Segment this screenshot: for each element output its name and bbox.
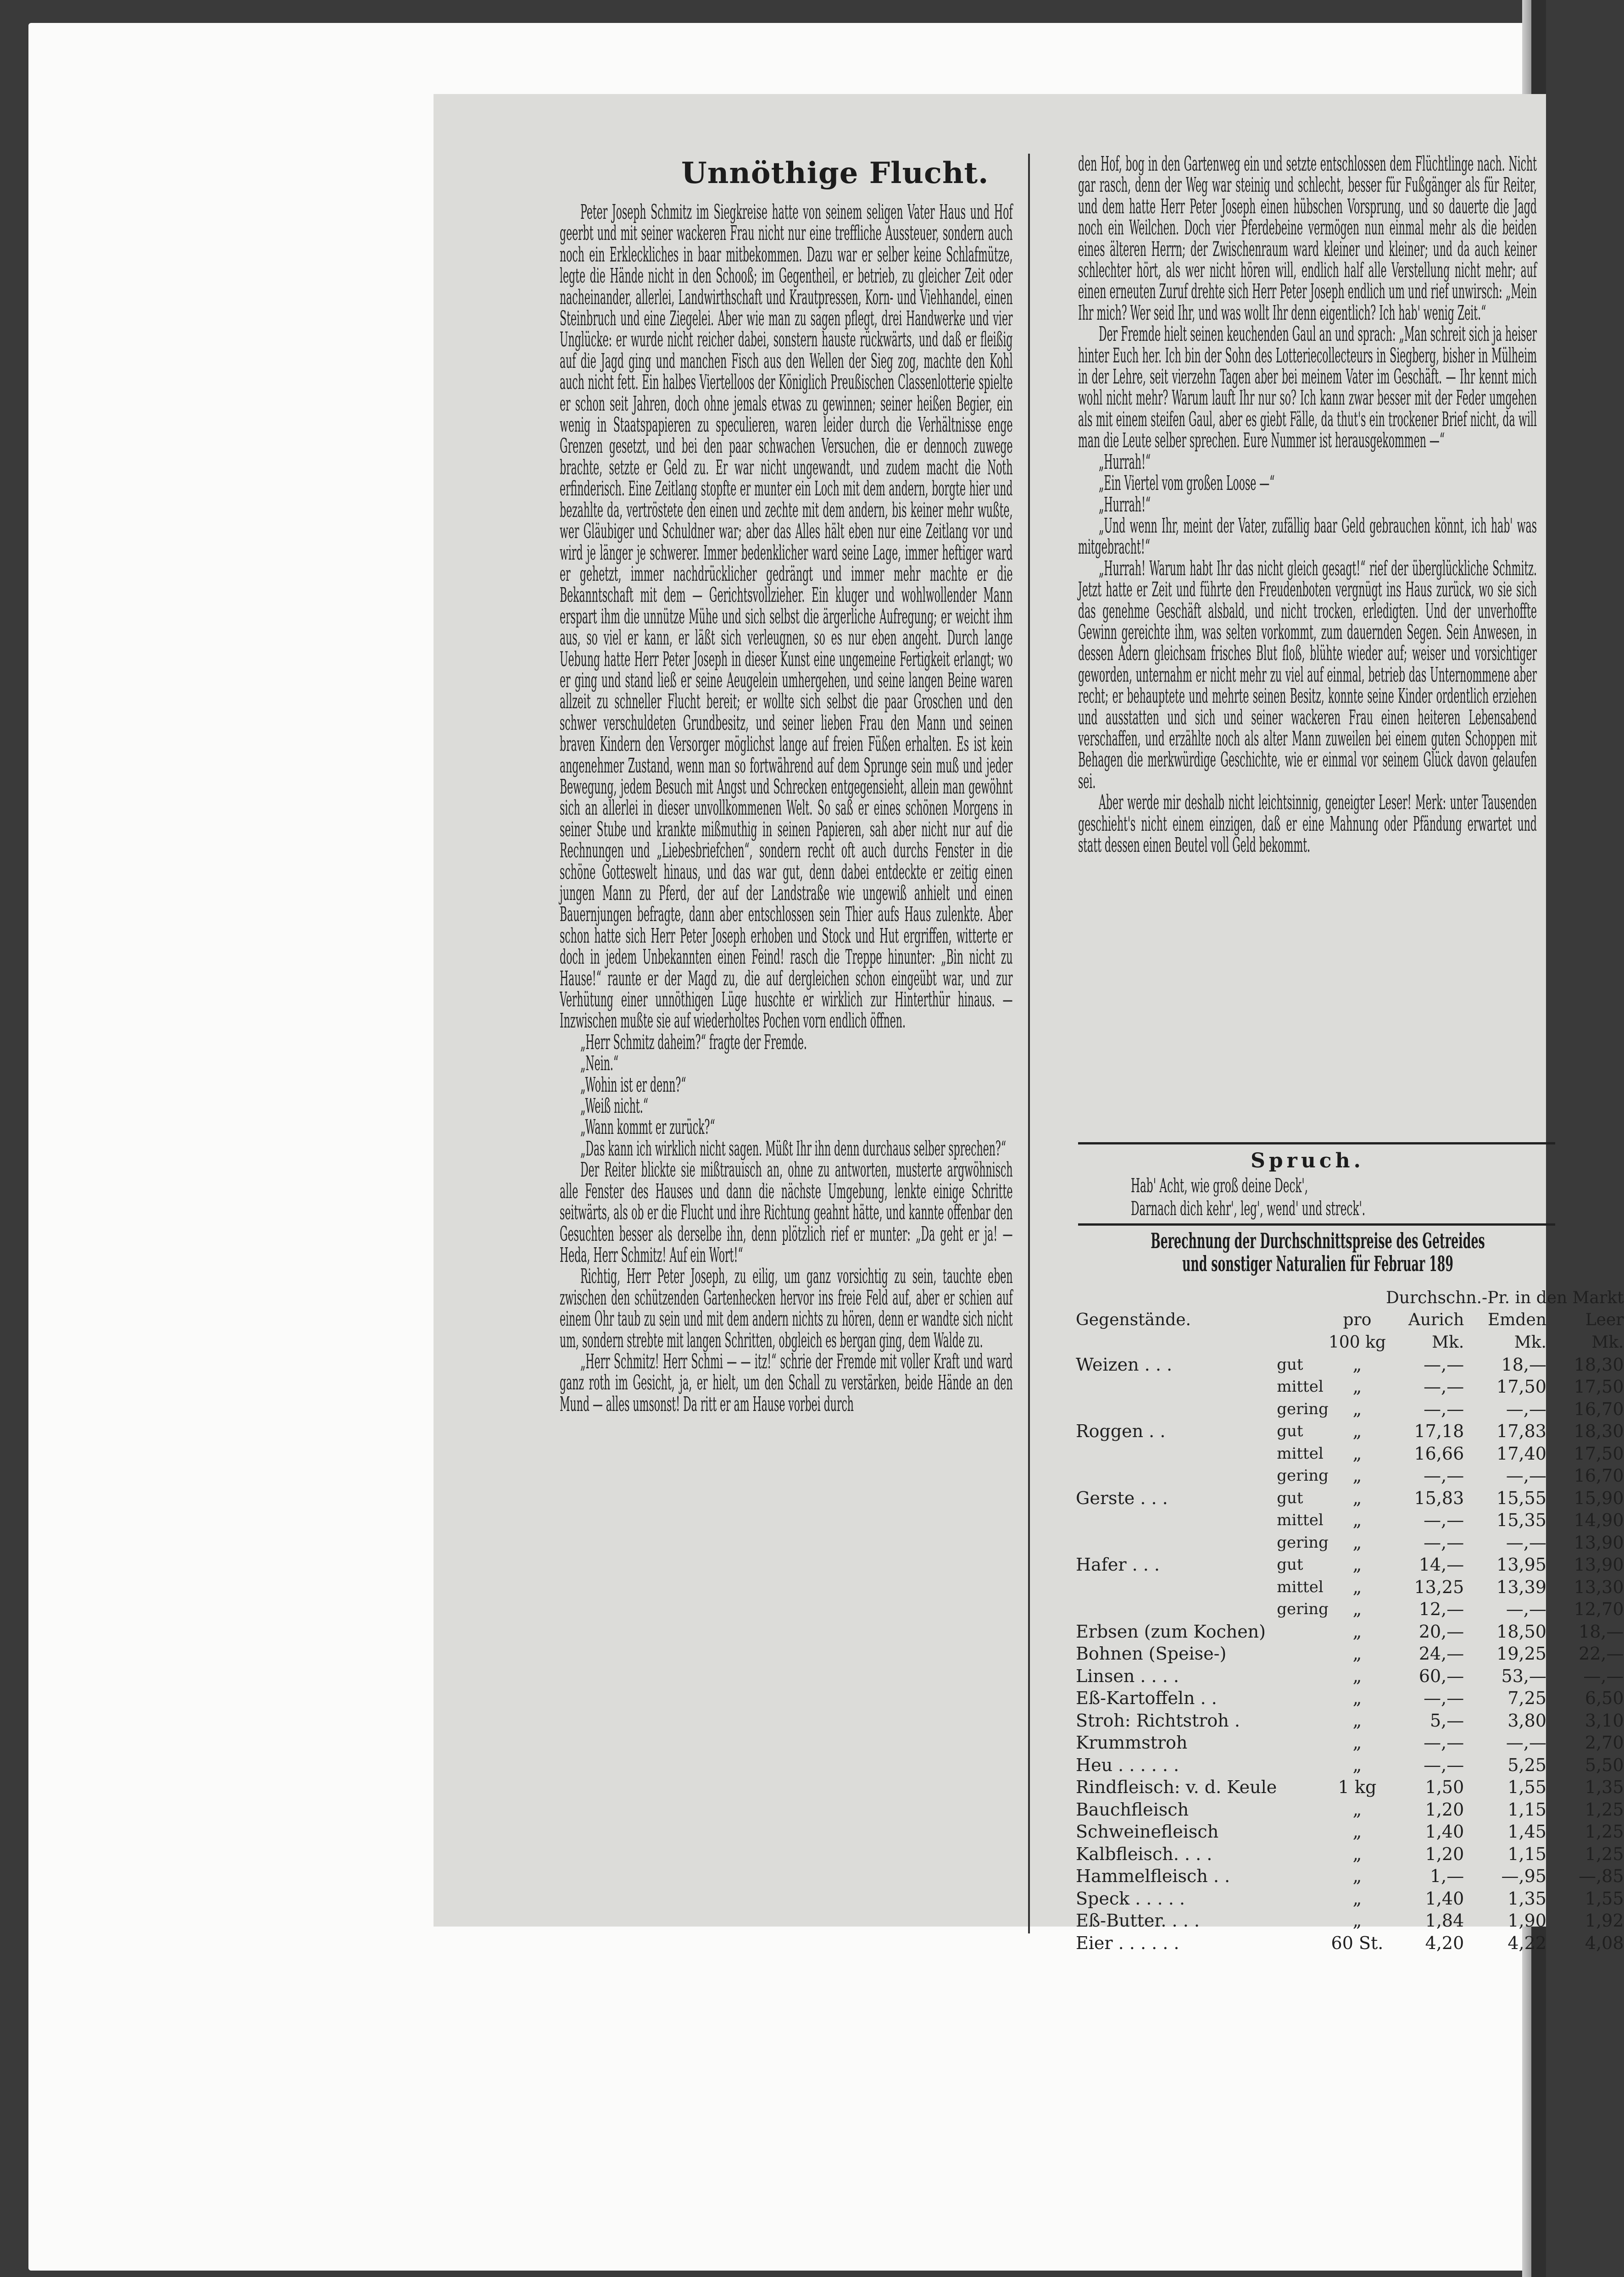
row-unit: „	[1352, 1733, 1362, 1753]
row-item: Gerste . . .	[1076, 1488, 1168, 1508]
row-quality: mittel	[1277, 1444, 1324, 1463]
row-price-emden: 1,90	[1507, 1910, 1546, 1931]
row-quality: gering	[1277, 1400, 1329, 1418]
row-unit: „	[1352, 1910, 1362, 1931]
section-divider	[1078, 1142, 1555, 1144]
row-price-leer: 4,08	[1585, 1933, 1624, 1953]
row-quality	[1277, 1732, 1329, 1754]
row-price-emden: —,—	[1506, 1532, 1546, 1553]
row-quality: mittel	[1277, 1577, 1324, 1596]
row-price-aurich: —,—	[1424, 1733, 1464, 1753]
price-table	[1076, 1287, 1624, 1954]
row-price-aurich: 17,18	[1414, 1421, 1464, 1442]
row-item: Schweinefleisch	[1076, 1822, 1219, 1842]
row-price-leer: 6,50	[1585, 1688, 1624, 1709]
table-title-line-2: und sonstiger Naturalien für Februar 189	[1182, 1251, 1453, 1276]
row-price-aurich: 60,—	[1418, 1666, 1464, 1686]
row-item	[1076, 1532, 1277, 1554]
row-price-emden: 18,50	[1496, 1621, 1546, 1642]
row-price-aurich: —,—	[1424, 1399, 1464, 1419]
row-price-leer: 1,92	[1585, 1910, 1624, 1931]
row-price-leer: 17,50	[1574, 1443, 1624, 1464]
section-divider	[1078, 1223, 1555, 1226]
row-price-leer: 13,90	[1574, 1555, 1624, 1575]
row-price-aurich: —,—	[1424, 1688, 1464, 1709]
row-price-aurich: 1,40	[1425, 1822, 1464, 1842]
row-price-aurich: 14,—	[1418, 1555, 1464, 1575]
row-quality	[1277, 1910, 1329, 1932]
table-row	[1076, 1554, 1624, 1576]
header-items: Gegenstände.	[1076, 1311, 1191, 1330]
row-item	[1076, 1509, 1277, 1532]
row-quality	[1277, 1687, 1329, 1710]
table-row	[1076, 1354, 1624, 1376]
header-city-emden: Emden	[1488, 1311, 1546, 1330]
row-price-emden: —,—	[1506, 1399, 1546, 1419]
row-item: Eß-Kartoffeln . .	[1076, 1688, 1217, 1709]
row-price-aurich: 15,83	[1414, 1488, 1464, 1508]
row-unit: „	[1352, 1399, 1362, 1419]
row-unit: „	[1352, 1799, 1362, 1820]
row-price-leer: 22,—	[1579, 1644, 1624, 1664]
table-row	[1076, 1420, 1624, 1443]
row-price-aurich: —,—	[1424, 1377, 1464, 1397]
row-unit: „	[1352, 1466, 1362, 1486]
table-row	[1076, 1932, 1624, 1955]
row-quality: gut	[1277, 1422, 1303, 1441]
row-price-leer: —,85	[1579, 1866, 1624, 1887]
row-price-emden: 18,—	[1501, 1354, 1546, 1375]
row-item: Roggen . .	[1076, 1421, 1166, 1442]
row-price-aurich: —,—	[1424, 1755, 1464, 1775]
row-item	[1076, 1398, 1277, 1421]
row-quality	[1277, 1932, 1329, 1955]
row-price-leer: 3,10	[1585, 1710, 1624, 1731]
row-price-leer: 5,50	[1585, 1755, 1624, 1775]
header-unit: 100 kg	[1328, 1333, 1386, 1352]
row-unit: „	[1352, 1510, 1362, 1531]
article-right-column	[1078, 154, 1537, 856]
spruch-title: Spruch.	[1251, 1149, 1364, 1172]
row-price-emden: 17,50	[1496, 1377, 1546, 1397]
row-quality	[1277, 1754, 1329, 1777]
row-quality: gering	[1277, 1600, 1329, 1619]
table-row	[1076, 1754, 1624, 1777]
table-row	[1076, 1487, 1624, 1510]
header-currency: Mk.	[1514, 1333, 1546, 1352]
row-quality	[1277, 1710, 1329, 1732]
table-row	[1076, 1509, 1624, 1532]
table-row	[1076, 1598, 1624, 1621]
row-unit: „	[1352, 1755, 1362, 1775]
row-price-leer: 14,90	[1574, 1510, 1624, 1531]
row-price-aurich: —,—	[1424, 1354, 1464, 1375]
row-price-emden: 3,80	[1507, 1710, 1546, 1731]
row-price-emden: 13,95	[1496, 1555, 1546, 1575]
row-price-aurich: 1,50	[1425, 1777, 1464, 1798]
article-paragraph: Richtig, Herr Peter Joseph, zu eilig, um ganz vorsichtig zu sein, tauchte eben zwischen den schützenden Gartenhecken hervor ins freie Feld auf, aber er schien auf einem Ohr taub zu sein und mit dem andern nichts zu hören, denn er wandte sich nicht um, sondern strebte mit langen Schritten, obgleich es bergan ging, dem Walde zu.	[560, 1265, 1013, 1352]
row-price-leer: 12,70	[1574, 1599, 1624, 1620]
row-price-leer: 16,70	[1574, 1466, 1624, 1486]
row-unit: „	[1352, 1621, 1362, 1642]
article-paragraph: „Nein.“	[580, 1052, 619, 1076]
row-price-leer: 15,90	[1574, 1488, 1624, 1508]
row-price-emden: 1,55	[1507, 1777, 1546, 1798]
row-unit: „	[1352, 1532, 1362, 1553]
row-price-leer: 1,25	[1585, 1822, 1624, 1842]
row-price-leer: 16,70	[1574, 1399, 1624, 1419]
table-title-line-1: Berechnung der Durchschnittspreise des Getreides	[1151, 1228, 1485, 1253]
row-unit: „	[1352, 1888, 1362, 1909]
spruch-line: Hab' Acht, wie groß deine Deck',	[1131, 1174, 1308, 1197]
table-row	[1076, 1865, 1624, 1888]
table-row	[1076, 1643, 1624, 1665]
article-paragraph: „Und wenn Ihr, meint der Vater, zufällig baar Geld gebrauchen könnt, ich hab' was mitgebracht!“	[1078, 514, 1537, 559]
row-quality	[1277, 1799, 1329, 1821]
row-price-leer: 13,30	[1574, 1577, 1624, 1597]
row-unit: „	[1352, 1421, 1362, 1442]
row-unit: „	[1352, 1710, 1362, 1731]
row-price-aurich: —,—	[1424, 1466, 1464, 1486]
row-price-aurich: 4,20	[1425, 1933, 1464, 1953]
article-paragraph: „Weiß nicht.“	[580, 1094, 648, 1118]
table-row	[1076, 1665, 1624, 1688]
article-paragraph: Der Fremde hielt seinen keuchenden Gaul an und sprach: „Man schreit sich ja heiser hinter Euch her. Ich bin der Sohn des Lotteriecollecteurs in Siegberg, bisher in Mülheim in der Lehre, seit vierzehn Tagen aber bei meinem Vater im Geschäft. — Ihr kennt mich wohl nicht mehr? Warum lauft Ihr nur so? Ich kann zwar besser mit der Feder umgehen als mit einem steifen Gaul, aber es giebt Fälle, da thut's ein trockener Brief nicht, da will man die Leute selber sprechen. Eure Nummer ist herausgekommen —“	[1078, 322, 1537, 453]
row-price-emden: 15,55	[1496, 1488, 1546, 1508]
row-price-emden: —,—	[1506, 1733, 1546, 1753]
article-paragraph: den Hof, bog in den Gartenweg ein und setzte entschlossen dem Flüchtlinge nach. Nicht gar rasch, denn der Weg war steinig und schlecht, besser für Fußgänger als für Reiter, und dem hatte Herr Peter Joseph einen hübschen Vorsprung, und so dauerte die Jagd noch ein Weilchen. Doch vier Pferdebeine vermögen nun einmal mehr als die beiden eines älteren Herrn; der Zwischenraum ward kleiner und kleiner; und da auch keiner schlechter hört, als wer nicht hören will, endlich half alle Verstellung nicht mehr; auf einen erneuten Zuruf drehte sich Herr Peter Joseph endlich um und rief unwirsch: „Mein Ihr mich? Wer seid Ihr, und was wollt Ihr denn eigentlich? Ich hab' wenig Zeit.“	[1078, 152, 1537, 325]
row-item: Krummstroh	[1076, 1733, 1188, 1753]
article-left-column	[560, 202, 1013, 1415]
row-price-emden: 1,15	[1507, 1799, 1546, 1820]
row-price-leer: 13,90	[1574, 1532, 1624, 1553]
row-price-leer: 2,70	[1585, 1733, 1624, 1753]
spruch-line: Darnach dich kehr', leg', wend' und streck'.	[1131, 1197, 1366, 1220]
row-price-leer: 1,25	[1585, 1844, 1624, 1864]
article-title: Unnöthige Flucht.	[681, 156, 989, 190]
table-subhead-row	[1076, 1287, 1624, 1309]
table-row	[1076, 1910, 1624, 1932]
row-quality	[1277, 1665, 1329, 1688]
row-item	[1076, 1465, 1277, 1487]
row-item: Stroh: Richtstroh .	[1076, 1710, 1240, 1731]
row-price-leer: 18,30	[1574, 1421, 1624, 1442]
row-price-aurich: 20,—	[1418, 1621, 1464, 1642]
row-quality	[1277, 1643, 1329, 1665]
row-price-leer: 1,25	[1585, 1799, 1624, 1820]
row-price-aurich: 13,25	[1414, 1577, 1464, 1597]
row-unit: „	[1352, 1844, 1362, 1864]
row-unit: „	[1352, 1666, 1362, 1686]
row-quality	[1277, 1843, 1329, 1866]
row-unit: „	[1352, 1688, 1362, 1709]
row-price-emden: —,—	[1506, 1599, 1546, 1620]
row-unit: „	[1352, 1644, 1362, 1664]
article-paragraph: „Herr Schmitz daheim?“ fragte der Fremde.	[580, 1030, 807, 1054]
table-row	[1076, 1376, 1624, 1398]
row-price-aurich: 16,66	[1414, 1443, 1464, 1464]
row-item: Bohnen (Speise-)	[1076, 1644, 1227, 1664]
row-quality: gut	[1277, 1555, 1303, 1574]
row-price-leer: 17,50	[1574, 1377, 1624, 1397]
row-price-emden: —,—	[1506, 1466, 1546, 1486]
row-price-aurich: —,—	[1424, 1510, 1464, 1531]
row-item: Hammelfleisch . .	[1076, 1866, 1230, 1887]
row-item: Kalbfleisch. . . .	[1076, 1844, 1212, 1864]
row-price-emden: 17,83	[1496, 1421, 1546, 1442]
row-quality: mittel	[1277, 1377, 1324, 1396]
row-price-emden: 53,—	[1501, 1666, 1546, 1686]
header-currency: Mk.	[1432, 1333, 1464, 1352]
column-rule	[1028, 154, 1030, 1933]
row-price-leer: 1,35	[1585, 1777, 1624, 1798]
header-currency: Mk.	[1591, 1333, 1624, 1352]
row-item	[1076, 1598, 1277, 1621]
row-price-leer: 18,30	[1574, 1354, 1624, 1375]
row-price-aurich: 1,—	[1430, 1866, 1464, 1887]
row-unit: „	[1352, 1555, 1362, 1575]
row-unit: „	[1352, 1488, 1362, 1508]
row-quality	[1277, 1776, 1329, 1799]
table-row	[1076, 1821, 1624, 1843]
article-paragraph: „Hurrah!“	[1099, 493, 1151, 516]
article-paragraph: „Wann kommt er zurück?“	[580, 1116, 715, 1139]
row-quality: gering	[1277, 1466, 1329, 1485]
row-item: Bauchfleisch	[1076, 1799, 1189, 1820]
row-price-emden: 4,22	[1507, 1933, 1546, 1953]
row-price-emden: 5,25	[1507, 1755, 1546, 1775]
article-paragraph: Der Reiter blickte sie mißtrauisch an, ohne zu antworten, musterte argwöhnisch alle Fenster des Hauses und dann die nächste Umgebung, lenkte einige Schritte seitwärts, als ob er die Flucht und ihre Richtung geahnt hätte, und kannte offenbar den Gesuchten besser als derselbe ihn, denn plötzlich rief er munter: „Da geht er ja! — Heda, Herr Schmitz! Auf ein Wort!“	[560, 1158, 1013, 1267]
row-unit: 60 St.	[1331, 1933, 1384, 1953]
row-price-emden: 19,25	[1496, 1644, 1546, 1664]
row-price-aurich: 1,20	[1425, 1844, 1464, 1864]
row-price-aurich: 1,84	[1425, 1910, 1464, 1931]
header-city-aurich: Aurich	[1408, 1311, 1464, 1330]
article-paragraph: „Hurrah! Warum habt Ihr das nicht gleich gesagt!“ rief der überglückliche Schmitz. Jetzt hatte er Zeit und führte den Freudenboten vergnügt ins Haus zurück, wo sie sich das genehme Geschäft alsbald, und nicht trocken, erledigten. Und der unverhoffte Gewinn gereichte ihm, was selten vorkommt, zum dauernden Segen. Sein Anwesen, in dessen Adern gleichsam frisches Blut floß, blühte wieder auf; weiser und vorsichtiger geworden, unternahm er nicht mehr zu viel auf einmal, betrieb das Unternommene aber recht; er behauptete und mehrte seinen Besitz, konnte seine Kinder ordentlich erziehen und ausstatten und sich und seiner wackeren Frau einen heiteren Lebensabend verschaffen, und erzählte noch als alter Mann zuweilen bei einem guten Schoppen mit Behagen die merkwürdige Geschichte, wie er einmal vor seinem Glück davon gelaufen sei.	[1078, 556, 1537, 793]
table-row	[1076, 1398, 1624, 1421]
row-item: Eß-Butter. . . .	[1076, 1910, 1200, 1931]
row-item	[1076, 1376, 1277, 1398]
table-row	[1076, 1465, 1624, 1487]
article-paragraph: Peter Joseph Schmitz im Siegkreise hatte von seinem seligen Vater Haus und Hof geerbt und mit seiner wackeren Frau nicht nur eine treffliche Aussteuer, sondern auch noch ein Erkleckliches in baar mitbekommen. Dazu war er selber keine Schlafmütze, legte die Hände nicht in den Schooß; im Gegentheil, er betrieb, zu gleicher Zeit oder nacheinander, allerlei, Landwirthschaft und Krautpressen, Korn- und Viehhandel, einen Steinbruch und eine Ziegelei. Aber wie man zu sagen pflegt, drei Handwerke und vier Unglücke: er wurde nicht reicher dabei, sonstern hauste rückwärts, und daß er fleißig auf die Jagd ging und manchen Fisch aus den Wellen der Sieg zog, machte den Kohl auch nicht fett. Ein halbes Viertelloos der Königlich Preußischen Classenlotterie spielte er schon seit Jahren, doch ohne jemals etwas zu gewinnen; seiner heißen Begier, ein wenig in Staatspapieren zu speculieren, waren leider durch die Verhältnisse enge Grenzen gesetzt, und bei den paar schwachen Versuchen, die er dennoch zuwege brachte, setzte er Geld zu. Er war nicht ungewandt, und zudem macht die Noth erfinderisch. Eine Zeitlang stopfte er munter ein Loch mit dem andern, borgte hier und bezahlte da, vertröstete den einen und zechte mit dem andern, bis keiner mehr wußte, wer Gläubiger und Schuldner war; aber das Alles hält eben nur eine Zeitlang vor und wird je länger je schwerer. Immer bedenklicher ward seine Lage, immer heftiger ward er gehetzt, immer nachdrücklicher gedrängt und immer mehr machte er die Bekanntschaft mit dem — Gerichtsvollzieher. Ein kluger und wohlwollender Mann erspart ihm die unnütze Mühe und sich selbst die ärgerliche Aufregung; er weicht ihm aus, so viel er kann, er läßt sich verleugnen, so es nur eben angeht. Durch lange Uebung hatte Herr Peter Joseph in dieser Kunst eine ungemeine Fertigkeit erlangt; wo er ging und stand ließ er seine Aeugelein umhergehen, und seine langen Beine waren allzeit zu schneller Flucht bereit; er wollte sich selbst die paar Groschen und den schwer verschuldeten Grundbesitz, und seiner lieben Frau den Mann und seinen braven Kindern den Versorger möglichst lange auf freien Füßen erhalten. Es ist kein angenehmer Zustand, wenn man so fortwährend auf dem Sprunge sein muß und jeder Bewegung, jedem Besuch mit Angst und Schrecken entgegensieht, allein man gewöhnt sich an allerlei in dieser unvollkommenen Welt. So saß er eines schönen Morgens in seiner Stube und krankte mißmuthig in seinen Papieren, sah aber nicht nur auf die Rechnungen und „Liebesbriefchen“, sondern recht oft auch durchs Fenster in die schöne Gotteswelt hinaus, und das war gut, denn dabei entdeckte er zeitig einen jungen Mann zu Pferd, der auf der Landstraße wie ungewiß anhielt und einen Bauernjungen befragte, dann aber entschlossen sein Thier aufs Haus zulenkte. Aber schon hatte sich Herr Peter Joseph erhoben und Stock und Hut ergriffen, witterte er doch in jedem Unbekannten einen Feind! rasch die Treppe hinunter: „Bin nicht zu Hause!“ raunte er der Magd zu, die auf dergleichen schon eingeübt war, und zur Verhütung einer unnöthigen Lüge huschte er wirklich zur Hinterthür hinaus. — Inzwischen mußte sie auf wiederholtes Pochen vorn endlich öffnen.	[560, 200, 1013, 1033]
row-unit: „	[1352, 1822, 1362, 1842]
article-paragraph: Aber werde mir deshalb nicht leichtsinnig, geneigter Leser! Merk: unter Tausenden geschieht's nicht einem einzigen, daß er eine Mahnung oder Pfändung erwartet und statt dessen einen Beutel voll Geld bekommt.	[1078, 791, 1537, 857]
row-price-emden: 1,15	[1507, 1844, 1546, 1864]
row-quality: mittel	[1277, 1511, 1324, 1530]
article-paragraph: „Hurrah!“	[1099, 450, 1151, 474]
row-item: Weizen . . .	[1076, 1354, 1173, 1375]
row-price-emden: 15,35	[1496, 1510, 1546, 1531]
row-unit: „	[1352, 1354, 1362, 1375]
row-unit: 1 kg	[1338, 1777, 1377, 1798]
table-row	[1076, 1799, 1624, 1821]
table-row	[1076, 1576, 1624, 1599]
row-price-leer: 1,55	[1585, 1888, 1624, 1909]
row-item: Rindfleisch: v. d. Keule	[1076, 1777, 1277, 1798]
article-paragraph: „Das kann ich wirklich nicht sagen. Müßt Ihr ihn denn durchaus selber sprechen?“	[580, 1137, 1007, 1161]
row-unit: „	[1352, 1866, 1362, 1887]
table-row	[1076, 1687, 1624, 1710]
row-item: Hafer . . .	[1076, 1555, 1160, 1575]
table-row	[1076, 1621, 1624, 1643]
row-price-aurich: 1,40	[1425, 1888, 1464, 1909]
table-row	[1076, 1843, 1624, 1866]
row-price-aurich: 5,—	[1430, 1710, 1464, 1731]
row-unit: „	[1352, 1443, 1362, 1464]
row-quality: gut	[1277, 1488, 1303, 1507]
row-item	[1076, 1443, 1277, 1465]
row-item: Heu . . . . . .	[1076, 1755, 1179, 1775]
table-row	[1076, 1532, 1624, 1554]
row-price-leer: —,—	[1583, 1666, 1624, 1686]
newspaper-page	[434, 94, 1624, 1953]
row-price-emden: —,95	[1501, 1866, 1546, 1887]
table-subhead: Durchschn.-Pr. in den Markt	[1385, 1288, 1624, 1307]
row-price-emden: 17,40	[1496, 1443, 1546, 1464]
row-quality	[1277, 1888, 1329, 1910]
row-unit: „	[1352, 1577, 1362, 1597]
row-price-aurich: 1,20	[1425, 1799, 1464, 1820]
row-item: Erbsen (zum Kochen)	[1076, 1621, 1266, 1642]
table-unit-row	[1076, 1331, 1624, 1354]
row-unit: „	[1352, 1599, 1362, 1620]
row-quality	[1277, 1621, 1329, 1643]
table-row	[1076, 1776, 1624, 1799]
row-item: Eier . . . . . .	[1076, 1933, 1179, 1953]
article-paragraph: „Wohin ist er denn?“	[580, 1073, 686, 1097]
row-price-emden: 7,25	[1507, 1688, 1546, 1709]
row-price-aurich: 24,—	[1418, 1644, 1464, 1664]
row-quality: gut	[1277, 1355, 1303, 1374]
header-city-leer: Leer	[1585, 1311, 1624, 1330]
row-item: Speck . . . . .	[1076, 1888, 1185, 1909]
row-item	[1076, 1576, 1277, 1599]
row-quality	[1277, 1821, 1329, 1843]
table-row	[1076, 1732, 1624, 1754]
row-price-emden: 13,39	[1496, 1577, 1546, 1597]
table-row	[1076, 1710, 1624, 1732]
table-row	[1076, 1888, 1624, 1910]
row-quality	[1277, 1865, 1329, 1888]
row-price-emden: 1,45	[1507, 1822, 1546, 1842]
article-paragraph: „Ein Viertel vom großen Loose —“	[1099, 472, 1275, 495]
row-price-emden: 1,35	[1507, 1888, 1546, 1909]
header-pro: pro	[1343, 1311, 1372, 1330]
table-header-row	[1076, 1309, 1624, 1332]
row-price-aurich: 12,—	[1418, 1599, 1464, 1620]
row-unit: „	[1352, 1377, 1362, 1397]
row-price-aurich: —,—	[1424, 1532, 1464, 1553]
article-paragraph: „Herr Schmitz! Herr Schmi — — itz!“ schrie der Fremde mit voller Kraft und ward ganz roth im Gesicht, ja, er hielt, um den Schall zu verstärken, beide Hände an den Mund — alles umsonst! Da ritt er am Hause vorbei durch	[560, 1350, 1013, 1416]
row-quality: gering	[1277, 1533, 1329, 1552]
table-row	[1076, 1443, 1624, 1465]
row-price-leer: 18,—	[1579, 1621, 1624, 1642]
row-item: Linsen . . . .	[1076, 1666, 1179, 1686]
